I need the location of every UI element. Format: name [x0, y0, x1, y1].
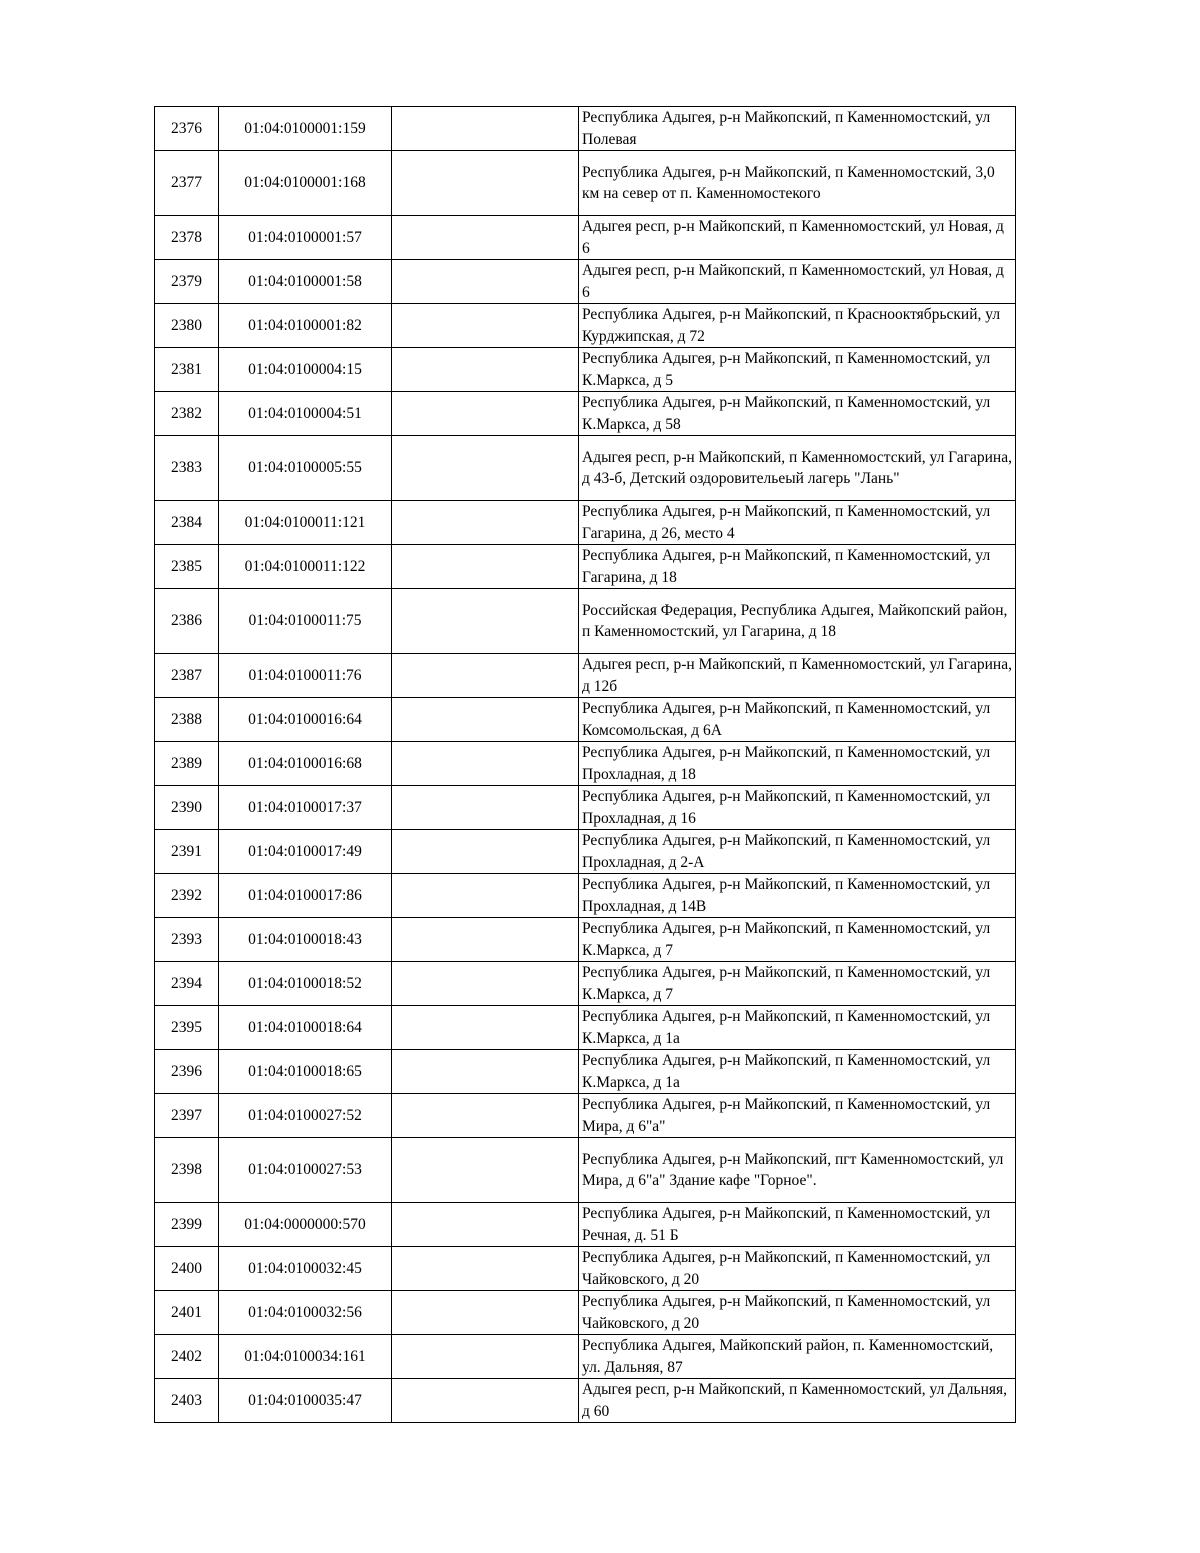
cadastral-number: 01:04:0100001:57: [219, 216, 392, 260]
empty-cell: [392, 436, 579, 501]
cadastral-number: 01:04:0100016:68: [219, 742, 392, 786]
address: Адыгея респ, р-н Майкопский, п Каменномостский, ул Гагарина, д 12б: [579, 654, 1016, 698]
cadastral-number: 01:04:0100004:51: [219, 392, 392, 436]
address: Республика Адыгея, р-н Майкопский, п Каменномостский, ул К.Маркса, д 5: [579, 348, 1016, 392]
address: Республика Адыгея, Майкопский район, п. Каменномостский, ул. Дальняя, 87: [579, 1335, 1016, 1379]
empty-cell: [392, 1050, 579, 1094]
empty-cell: [392, 216, 579, 260]
empty-cell: [392, 742, 579, 786]
row-number: 2391: [155, 830, 219, 874]
empty-cell: [392, 589, 579, 654]
table-row: [155, 260, 1016, 304]
cadastral-number: 01:04:0000000:570: [219, 1203, 392, 1247]
row-number: 2387: [155, 654, 219, 698]
cadastral-number: 01:04:0100035:47: [219, 1379, 392, 1423]
empty-cell: [392, 1379, 579, 1423]
table-row: [155, 348, 1016, 392]
empty-cell: [392, 545, 579, 589]
table-row: [155, 654, 1016, 698]
row-number: 2388: [155, 698, 219, 742]
cadastral-number: 01:04:0100032:56: [219, 1291, 392, 1335]
row-number: 2400: [155, 1247, 219, 1291]
address: Республика Адыгея, р-н Майкопский, п Каменномостский, ул К.Маркса, д 1а: [579, 1050, 1016, 1094]
address: Республика Адыгея, р-н Майкопский, п Каменномостский, ул Гагарина, д 26, место 4: [579, 501, 1016, 545]
cadastral-number: 01:04:0100011:122: [219, 545, 392, 589]
table-row: [155, 1006, 1016, 1050]
address: Республика Адыгея, р-н Майкопский, п Каменномостский, ул Чайковского, д 20: [579, 1247, 1016, 1291]
table-row: [155, 1247, 1016, 1291]
row-number: 2395: [155, 1006, 219, 1050]
address: Республика Адыгея, р-н Майкопский, п Каменномостский, ул Мира, д 6"а": [579, 1094, 1016, 1138]
address: Адыгея респ, р-н Майкопский, п Каменномостский, ул Гагарина, д 43-б, Детский оздоровительеый лагерь "Лань": [579, 436, 1016, 501]
empty-cell: [392, 654, 579, 698]
cadastral-table: [154, 106, 1016, 1423]
row-number: 2394: [155, 962, 219, 1006]
empty-cell: [392, 392, 579, 436]
cadastral-number: 01:04:0100018:65: [219, 1050, 392, 1094]
row-number: 2402: [155, 1335, 219, 1379]
empty-cell: [392, 1247, 579, 1291]
cadastral-number: 01:04:0100017:86: [219, 874, 392, 918]
address: Республика Адыгея, р-н Майкопский, п Каменномостский, ул Прохладная, д 2-А: [579, 830, 1016, 874]
row-number: 2398: [155, 1138, 219, 1203]
cadastral-number: 01:04:0100005:55: [219, 436, 392, 501]
row-number: 2384: [155, 501, 219, 545]
table-row: [155, 962, 1016, 1006]
empty-cell: [392, 1203, 579, 1247]
table-row: [155, 216, 1016, 260]
address: Республика Адыгея, р-н Майкопский, п Каменномостский, ул Комсомольская, д 6А: [579, 698, 1016, 742]
cadastral-number: 01:04:0100011:121: [219, 501, 392, 545]
cadastral-number: 01:04:0100018:43: [219, 918, 392, 962]
row-number: 2392: [155, 874, 219, 918]
cadastral-number: 01:04:0100018:64: [219, 1006, 392, 1050]
table-row: [155, 1291, 1016, 1335]
row-number: 2396: [155, 1050, 219, 1094]
address: Республика Адыгея, р-н Майкопский, п Каменномостский, ул Чайковского, д 20: [579, 1291, 1016, 1335]
table-row: [155, 742, 1016, 786]
empty-cell: [392, 260, 579, 304]
row-number: 2377: [155, 151, 219, 216]
address: Республика Адыгея, р-н Майкопский, п Каменномостский, ул К.Маркса, д 7: [579, 918, 1016, 962]
cadastral-number: 01:04:0100004:15: [219, 348, 392, 392]
address: Республика Адыгея, р-н Майкопский, п Каменномостский, ул Гагарина, д 18: [579, 545, 1016, 589]
row-number: 2399: [155, 1203, 219, 1247]
cadastral-number: 01:04:0100001:58: [219, 260, 392, 304]
table-row: [155, 436, 1016, 501]
cadastral-number: 01:04:0100011:76: [219, 654, 392, 698]
address: Республика Адыгея, р-н Майкопский, п Каменномостский, ул К.Маркса, д 1а: [579, 1006, 1016, 1050]
table-body: [155, 107, 1016, 1423]
empty-cell: [392, 874, 579, 918]
row-number: 2390: [155, 786, 219, 830]
cadastral-number: 01:04:0100027:53: [219, 1138, 392, 1203]
cadastral-number: 01:04:0100001:168: [219, 151, 392, 216]
address: Республика Адыгея, р-н Майкопский, п Краснооктябрьский, ул Курджипская, д 72: [579, 304, 1016, 348]
address: Республика Адыгея, р-н Майкопский, п Каменномостский, ул Прохладная, д 16: [579, 786, 1016, 830]
row-number: 2382: [155, 392, 219, 436]
table-row: [155, 1050, 1016, 1094]
row-number: 2401: [155, 1291, 219, 1335]
row-number: 2376: [155, 107, 219, 151]
empty-cell: [392, 1335, 579, 1379]
address: Республика Адыгея, р-н Майкопский, п Каменномостский, ул Прохладная, д 18: [579, 742, 1016, 786]
address: Республика Адыгея, р-н Майкопский, п Каменномостский, ул Речная, д. 51 Б: [579, 1203, 1016, 1247]
cadastral-number: 01:04:0100011:75: [219, 589, 392, 654]
address: Республика Адыгея, р-н Майкопский, пгт Каменномостский, ул Мира, д 6"а" Здание кафе "Горное".: [579, 1138, 1016, 1203]
cadastral-number: 01:04:0100001:159: [219, 107, 392, 151]
address: Адыгея респ, р-н Майкопский, п Каменномостский, ул Дальняя, д 60: [579, 1379, 1016, 1423]
row-number: 2380: [155, 304, 219, 348]
table-row: [155, 545, 1016, 589]
row-number: 2385: [155, 545, 219, 589]
table-row: [155, 392, 1016, 436]
empty-cell: [392, 698, 579, 742]
cadastral-number: 01:04:0100017:49: [219, 830, 392, 874]
empty-cell: [392, 107, 579, 151]
address: Республика Адыгея, р-н Майкопский, п Каменномостский, 3,0 км на север от п. Каменномостекого: [579, 151, 1016, 216]
row-number: 2383: [155, 436, 219, 501]
cadastral-number: 01:04:0100018:52: [219, 962, 392, 1006]
empty-cell: [392, 918, 579, 962]
table-row: [155, 786, 1016, 830]
table-row: [155, 1203, 1016, 1247]
table-row: [155, 151, 1016, 216]
empty-cell: [392, 151, 579, 216]
empty-cell: [392, 348, 579, 392]
cadastral-number: 01:04:0100016:64: [219, 698, 392, 742]
table-row: [155, 830, 1016, 874]
address: Республика Адыгея, р-н Майкопский, п Каменномостский, ул К.Маркса, д 7: [579, 962, 1016, 1006]
cadastral-number: 01:04:0100001:82: [219, 304, 392, 348]
row-number: 2389: [155, 742, 219, 786]
address: Адыгея респ, р-н Майкопский, п Каменномостский, ул Новая, д 6: [579, 260, 1016, 304]
table-row: [155, 501, 1016, 545]
table-row: [155, 1094, 1016, 1138]
empty-cell: [392, 501, 579, 545]
address: Республика Адыгея, р-н Майкопский, п Каменномостский, ул Прохладная, д 14В: [579, 874, 1016, 918]
row-number: 2378: [155, 216, 219, 260]
table-row: [155, 698, 1016, 742]
table-row: [155, 874, 1016, 918]
empty-cell: [392, 786, 579, 830]
table-row: [155, 1379, 1016, 1423]
address: Адыгея респ, р-н Майкопский, п Каменномостский, ул Новая, д 6: [579, 216, 1016, 260]
cadastral-number: 01:04:0100034:161: [219, 1335, 392, 1379]
empty-cell: [392, 830, 579, 874]
table-row: [155, 107, 1016, 151]
empty-cell: [392, 1291, 579, 1335]
table-row: [155, 918, 1016, 962]
empty-cell: [392, 962, 579, 1006]
empty-cell: [392, 1138, 579, 1203]
address: Республика Адыгея, р-н Майкопский, п Каменномостский, ул Полевая: [579, 107, 1016, 151]
address: Республика Адыгея, р-н Майкопский, п Каменномостский, ул К.Маркса, д 58: [579, 392, 1016, 436]
cadastral-number: 01:04:0100017:37: [219, 786, 392, 830]
empty-cell: [392, 1006, 579, 1050]
address: Российская Федерация, Республика Адыгея, Майкопский район, п Каменномостский, ул Гагарина, д 18: [579, 589, 1016, 654]
row-number: 2403: [155, 1379, 219, 1423]
cadastral-number: 01:04:0100032:45: [219, 1247, 392, 1291]
cadastral-number: 01:04:0100027:52: [219, 1094, 392, 1138]
table-row: [155, 304, 1016, 348]
row-number: 2393: [155, 918, 219, 962]
empty-cell: [392, 1094, 579, 1138]
table-row: [155, 589, 1016, 654]
row-number: 2379: [155, 260, 219, 304]
row-number: 2397: [155, 1094, 219, 1138]
table-row: [155, 1335, 1016, 1379]
empty-cell: [392, 304, 579, 348]
row-number: 2381: [155, 348, 219, 392]
row-number: 2386: [155, 589, 219, 654]
table-row: [155, 1138, 1016, 1203]
